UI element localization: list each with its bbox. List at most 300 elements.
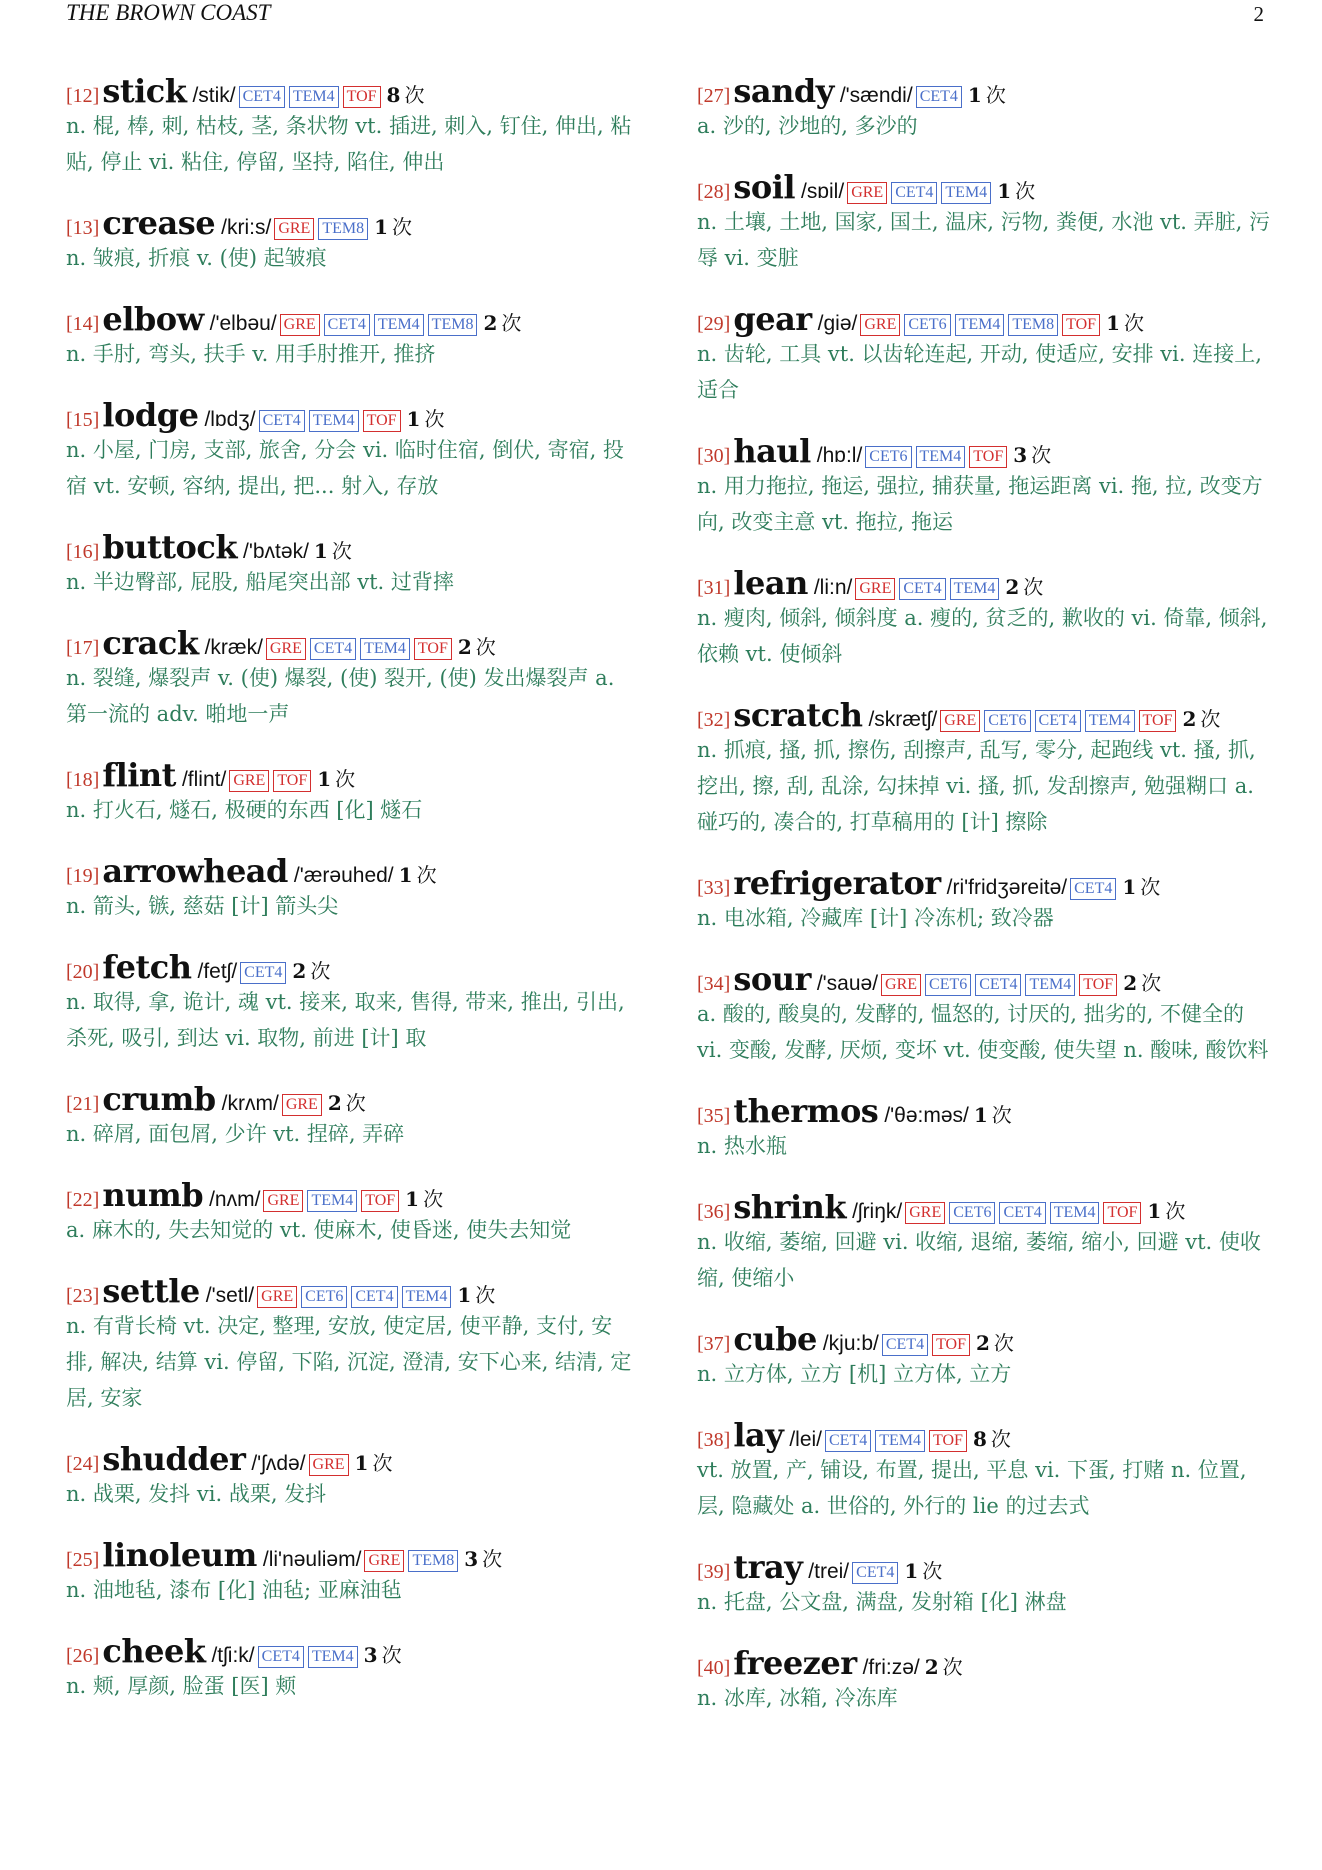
exam-tag: CET6 xyxy=(925,974,971,996)
headword: lay xyxy=(733,1416,784,1454)
headword: settle xyxy=(102,1272,200,1310)
definition: n. 瘦肉, 倾斜, 倾斜度 a. 瘦的, 贫乏的, 歉收的 vi. 倚靠, 倾斜, 依赖 vt. 使倾斜 xyxy=(697,606,1268,666)
phonetic: /'ærəuhed/ xyxy=(293,864,394,887)
definition: n. 箭头, 镞, 慈菇 [计] 箭头尖 xyxy=(66,894,339,918)
count-number: 1 xyxy=(457,1283,472,1307)
vocab-entry xyxy=(66,852,636,924)
headword: arrowhead xyxy=(102,852,288,890)
entry-index: [34] xyxy=(697,973,731,995)
vocab-entry xyxy=(697,1188,1272,1296)
count-number: 2 xyxy=(457,635,472,659)
entry-headline xyxy=(697,72,1272,110)
entry-index: [17] xyxy=(66,637,100,659)
count-unit: 次 xyxy=(501,311,522,335)
exam-tags xyxy=(280,315,482,337)
phonetic: /'θə:məs/ xyxy=(884,1104,969,1127)
entry-headline xyxy=(697,696,1272,734)
vocab-entry xyxy=(66,396,636,504)
entry-headline xyxy=(697,864,1272,902)
entry-headline xyxy=(66,756,636,794)
count-number: 1 xyxy=(1147,1199,1162,1223)
exam-tag: CET6 xyxy=(984,710,1030,732)
exam-tags xyxy=(1070,879,1120,901)
occurrence-count xyxy=(1005,571,1043,600)
exam-tag: TOF xyxy=(1079,974,1117,996)
exam-tags xyxy=(364,1551,462,1573)
exam-tag: CET4 xyxy=(324,314,370,336)
count-unit: 次 xyxy=(1165,1199,1186,1223)
definition: n. 土壤, 土地, 国家, 国土, 温床, 污物, 粪便, 水池 vt. 弄脏, 污辱 vi. 变脏 xyxy=(697,210,1271,270)
count-unit: 次 xyxy=(1124,311,1144,335)
count-unit: 次 xyxy=(942,1655,963,1679)
occurrence-count xyxy=(1013,439,1051,468)
exam-tag: TOF xyxy=(273,770,311,792)
count-number: 2 xyxy=(483,311,498,335)
count-number: 2 xyxy=(292,959,307,983)
entry-headline xyxy=(697,1644,1272,1682)
entry-headline xyxy=(66,300,636,338)
headword: sour xyxy=(733,960,811,998)
count-unit: 次 xyxy=(1200,707,1221,731)
count-unit: 次 xyxy=(1031,443,1052,467)
count-number: 2 xyxy=(1005,575,1020,599)
vocab-entry xyxy=(697,696,1272,840)
exam-tag: CET4 xyxy=(899,578,945,600)
count-number: 2 xyxy=(1123,971,1138,995)
entry-headline xyxy=(66,1632,636,1670)
vocab-entry xyxy=(697,864,1272,936)
count-number: 1 xyxy=(973,1103,988,1127)
occurrence-count xyxy=(405,1183,443,1212)
count-unit: 次 xyxy=(416,863,437,887)
definition: a. 酸的, 酸臭的, 发酵的, 愠怒的, 讨厌的, 拙劣的, 不健全的 vi. 变酸, 发酵, 厌烦, 变坏 vt. 使变酸, 使失望 n. 酸味, 酸饮料 xyxy=(697,1002,1269,1062)
exam-tag: TEM8 xyxy=(318,218,368,240)
definition: n. 手肘, 弯头, 扶手 v. 用手肘推开, 推挤 xyxy=(66,342,436,366)
count-number: 1 xyxy=(374,215,389,239)
occurrence-count xyxy=(464,1543,502,1572)
headword: crease xyxy=(102,204,216,242)
vocab-entry xyxy=(697,1644,1272,1716)
entry-index: [38] xyxy=(697,1429,731,1451)
exam-tag: TOF xyxy=(932,1334,970,1356)
definition: n. 小屋, 门房, 支部, 旅舍, 分会 vi. 临时住宿, 倒伏, 寄宿, 投宿 vt. 安顿, 容纳, 提出, 把... 射入, 存放 xyxy=(66,438,624,498)
exam-tag: GRE xyxy=(229,770,269,792)
headword: refrigerator xyxy=(733,864,941,902)
exam-tags xyxy=(852,1563,902,1585)
exam-tags xyxy=(263,1191,403,1213)
vocab-entry xyxy=(697,960,1272,1068)
headword: linoleum xyxy=(102,1536,257,1574)
occurrence-count xyxy=(1182,703,1220,732)
count-unit: 次 xyxy=(993,1331,1014,1355)
entry-index: [24] xyxy=(66,1453,100,1475)
phonetic: /krʌm/ xyxy=(221,1092,279,1115)
definition: n. 皱痕, 折痕 v. (使) 起皱痕 xyxy=(66,246,327,270)
exam-tags xyxy=(229,771,315,793)
exam-tag: TEM4 xyxy=(1085,710,1135,732)
entry-index: [29] xyxy=(697,313,731,335)
entry-index: [31] xyxy=(697,577,731,599)
phonetic: /nʌm/ xyxy=(209,1188,261,1211)
phonetic: /li:n/ xyxy=(813,576,853,599)
count-number: 3 xyxy=(1013,443,1028,467)
headword: buttock xyxy=(102,528,238,566)
entry-index: [26] xyxy=(66,1645,100,1667)
entry-index: [32] xyxy=(697,709,731,731)
exam-tag: CET4 xyxy=(259,410,305,432)
occurrence-count xyxy=(1147,1195,1185,1224)
entry-index: [36] xyxy=(697,1201,731,1223)
count-number: 1 xyxy=(967,83,982,107)
entry-headline xyxy=(66,528,636,566)
entry-index: [27] xyxy=(697,85,731,107)
count-unit: 次 xyxy=(985,83,1006,107)
phonetic: /ri'fridʒəreitə/ xyxy=(946,876,1068,899)
vocab-entry xyxy=(697,1092,1272,1164)
occurrence-count xyxy=(1123,967,1161,996)
exam-tag: TOF xyxy=(414,638,452,660)
entry-index: [13] xyxy=(66,217,100,239)
exam-tags xyxy=(258,1647,362,1669)
headword: flint xyxy=(102,756,176,794)
exam-tags xyxy=(274,219,372,241)
occurrence-count xyxy=(374,211,412,240)
entry-index: [22] xyxy=(66,1189,100,1211)
entry-headline xyxy=(66,204,636,242)
vocab-entry xyxy=(66,204,636,276)
exam-tag: GRE xyxy=(881,974,921,996)
exam-tags xyxy=(259,411,405,433)
phonetic: /hɒ:l/ xyxy=(816,444,863,467)
definition: n. 收缩, 萎缩, 回避 vi. 收缩, 退缩, 萎缩, 缩小, 回避 vt. 使收缩, 使缩小 xyxy=(697,1230,1261,1290)
exam-tag: TOF xyxy=(969,446,1007,468)
exam-tag: CET4 xyxy=(258,1646,304,1668)
exam-tag: CET4 xyxy=(891,182,937,204)
exam-tag: TOF xyxy=(343,86,381,108)
exam-tag: TOF xyxy=(363,410,401,432)
entry-index: [21] xyxy=(66,1093,100,1115)
count-unit: 次 xyxy=(424,407,445,431)
left-column xyxy=(66,72,636,1704)
headword: shrink xyxy=(733,1188,847,1226)
page-number: 2 xyxy=(1253,2,1264,26)
vocab-entry xyxy=(697,168,1272,276)
definition: a. 沙的, 沙地的, 多沙的 xyxy=(697,114,918,138)
count-unit: 次 xyxy=(335,767,356,791)
entry-index: [30] xyxy=(697,445,731,467)
phonetic: /fetʃ/ xyxy=(197,960,238,983)
exam-tags xyxy=(309,1455,353,1477)
count-unit: 次 xyxy=(990,1427,1011,1451)
vocab-entry xyxy=(697,432,1272,540)
exam-tags xyxy=(881,975,1121,997)
entry-headline xyxy=(697,432,1272,470)
count-number: 1 xyxy=(405,1187,420,1211)
count-number: 1 xyxy=(354,1451,369,1475)
count-number: 1 xyxy=(406,407,421,431)
occurrence-count xyxy=(364,1639,402,1668)
vocab-entry xyxy=(697,1416,1272,1524)
vocab-entry xyxy=(66,756,636,828)
exam-tag: CET4 xyxy=(1070,878,1116,900)
definition: n. 热水瓶 xyxy=(697,1134,787,1158)
occurrence-count xyxy=(458,631,496,660)
phonetic: /sɒil/ xyxy=(801,180,845,203)
definition: n. 战栗, 发抖 vi. 战栗, 发抖 xyxy=(66,1482,327,1506)
phonetic: /skrætʃ/ xyxy=(868,708,938,731)
headword: crumb xyxy=(102,1080,216,1118)
definition: n. 取得, 拿, 诡计, 魂 vt. 接来, 取来, 售得, 带来, 推出, 引出, 杀死, 吸引, 到达 vi. 取物, 前进 [计] 取 xyxy=(66,990,625,1050)
count-unit: 次 xyxy=(482,1547,503,1571)
count-unit: 次 xyxy=(331,539,352,563)
headword: freezer xyxy=(733,1644,857,1682)
occurrence-count xyxy=(317,763,355,792)
phonetic: /ʃriŋk/ xyxy=(852,1200,903,1223)
exam-tag: TEM4 xyxy=(360,638,410,660)
count-number: 1 xyxy=(398,863,413,887)
definition: n. 颊, 厚颜, 脸蛋 [医] 颊 xyxy=(66,1674,297,1698)
exam-tags xyxy=(239,87,385,109)
exam-tag: CET4 xyxy=(975,974,1021,996)
entry-headline xyxy=(66,72,636,110)
headword: scratch xyxy=(733,696,863,734)
exam-tag: CET6 xyxy=(949,1202,995,1224)
phonetic: /stik/ xyxy=(192,84,236,107)
headword: thermos xyxy=(733,1092,879,1130)
phonetic: /lei/ xyxy=(789,1428,822,1451)
occurrence-count xyxy=(328,1087,366,1116)
exam-tags xyxy=(882,1335,974,1357)
entry-index: [20] xyxy=(66,961,100,983)
exam-tag: TEM4 xyxy=(374,314,424,336)
headword: soil xyxy=(733,168,795,206)
phonetic: /'setl/ xyxy=(205,1284,255,1307)
count-number: 1 xyxy=(997,179,1012,203)
count-unit: 次 xyxy=(922,1559,943,1583)
occurrence-count xyxy=(976,1327,1014,1356)
vocab-entry xyxy=(66,1080,636,1152)
exam-tag: TEM4 xyxy=(402,1286,452,1308)
exam-tag: CET4 xyxy=(310,638,356,660)
vocab-entry xyxy=(66,1632,636,1704)
count-number: 8 xyxy=(972,1427,987,1451)
exam-tags xyxy=(847,183,995,205)
vocab-entry xyxy=(697,1548,1272,1620)
entry-headline xyxy=(66,1536,636,1574)
count-unit: 次 xyxy=(392,215,413,239)
occurrence-count xyxy=(925,1651,963,1680)
exam-tags xyxy=(865,447,1011,469)
phonetic: /'ʃʌdə/ xyxy=(251,1452,306,1475)
phonetic: /giə/ xyxy=(817,312,858,335)
count-unit: 次 xyxy=(310,959,331,983)
entry-headline xyxy=(66,852,636,890)
exam-tag: GRE xyxy=(274,218,314,240)
phonetic: /'sauə/ xyxy=(816,972,879,995)
definition: n. 抓痕, 搔, 抓, 擦伤, 刮擦声, 乱写, 零分, 起跑线 vt. 搔, 抓, 挖出, 擦, 刮, 乱涂, 勾抹掉 vi. 搔, 抓, 发刮擦声, 勉强糊口 a. 碰巧的, 凑合的, 打草稿用的 [计] 擦除 xyxy=(697,738,1256,834)
exam-tag: TOF xyxy=(929,1430,967,1452)
exam-tag: GRE xyxy=(280,314,320,336)
definition: n. 有背长椅 vt. 决定, 整理, 安放, 使定居, 使平静, 支付, 安排, 解决, 结算 vi. 停留, 下陷, 沉淀, 澄清, 安下心来, 结清, 定居, 安家 xyxy=(66,1314,632,1410)
count-number: 3 xyxy=(464,1547,479,1571)
exam-tag: TEM4 xyxy=(289,86,339,108)
exam-tag: CET4 xyxy=(999,1202,1045,1224)
phonetic: /trei/ xyxy=(808,1560,850,1583)
occurrence-count xyxy=(973,1423,1011,1452)
entry-index: [15] xyxy=(66,409,100,431)
entry-index: [35] xyxy=(697,1105,731,1127)
vocab-entry xyxy=(66,1176,636,1248)
definition: n. 用力拖拉, 拖运, 强拉, 捕获量, 拖运距离 vi. 拖, 拉, 改变方向, 改变主意 vt. 拖拉, 拖运 xyxy=(697,474,1263,534)
headword: stick xyxy=(102,72,187,110)
definition: n. 裂缝, 爆裂声 v. (使) 爆裂, (使) 裂开, (使) 发出爆裂声 a. 第一流的 adv. 啪地一声 xyxy=(66,666,615,726)
entry-index: [33] xyxy=(697,877,731,899)
definition: n. 油地毡, 漆布 [化] 油毡; 亚麻油毡 xyxy=(66,1578,402,1602)
count-number: 2 xyxy=(976,1331,990,1355)
entry-headline xyxy=(66,948,636,986)
occurrence-count xyxy=(997,175,1035,204)
vocab-entry xyxy=(697,300,1272,408)
exam-tag: TEM4 xyxy=(1025,974,1075,996)
occurrence-count xyxy=(314,535,352,564)
entry-headline xyxy=(697,300,1272,338)
entry-index: [16] xyxy=(66,541,100,563)
exam-tag: TEM4 xyxy=(955,314,1005,336)
vocab-entry xyxy=(66,624,636,732)
exam-tag: CET4 xyxy=(351,1286,397,1308)
count-number: 1 xyxy=(904,1559,919,1583)
headword: gear xyxy=(733,300,812,338)
phonetic: /'bʌtək/ xyxy=(243,540,309,563)
count-number: 1 xyxy=(1106,311,1120,335)
exam-tags xyxy=(905,1203,1145,1225)
headword: numb xyxy=(102,1176,204,1214)
entry-index: [39] xyxy=(697,1561,731,1583)
phonetic: /kræk/ xyxy=(204,636,263,659)
exam-tag: CET4 xyxy=(239,86,285,108)
definition: n. 齿轮, 工具 vt. 以齿轮连起, 开动, 使适应, 安排 vi. 连接上, 适合 xyxy=(697,342,1262,402)
entry-index: [19] xyxy=(66,865,100,887)
exam-tag: TOF xyxy=(361,1190,399,1212)
exam-tag: GRE xyxy=(282,1094,322,1116)
count-unit: 次 xyxy=(1141,971,1162,995)
exam-tag: GRE xyxy=(905,1202,945,1224)
entry-headline xyxy=(66,1080,636,1118)
exam-tag: TEM8 xyxy=(408,1550,458,1572)
definition: a. 麻木的, 失去知觉的 vt. 使麻木, 使昏迷, 使失去知觉 xyxy=(66,1218,572,1242)
definition: n. 冰库, 冰箱, 冷冻库 xyxy=(697,1686,898,1710)
definition: n. 碎屑, 面包屑, 少许 vt. 捏碎, 弄碎 xyxy=(66,1122,405,1146)
count-unit: 次 xyxy=(475,1283,496,1307)
count-unit: 次 xyxy=(1140,875,1161,899)
occurrence-count xyxy=(399,859,437,888)
phonetic: /lɒdʒ/ xyxy=(204,408,256,431)
headword: lean xyxy=(733,564,808,602)
occurrence-count xyxy=(974,1099,1012,1128)
exam-tag: TOF xyxy=(1062,314,1100,336)
occurrence-count xyxy=(387,79,425,108)
exam-tags xyxy=(240,963,290,985)
exam-tag: GRE xyxy=(940,710,980,732)
exam-tag: GRE xyxy=(263,1190,303,1212)
exam-tags xyxy=(257,1287,455,1309)
occurrence-count xyxy=(904,1555,942,1584)
entry-headline xyxy=(697,1548,1272,1586)
exam-tags xyxy=(860,315,1104,337)
exam-tag: CET4 xyxy=(825,1430,871,1452)
entry-index: [37] xyxy=(697,1333,731,1355)
count-number: 2 xyxy=(1182,707,1197,731)
definition: vt. 放置, 产, 铺设, 布置, 提出, 平息 vi. 下蛋, 打赌 n. 位置, 层, 隐藏处 a. 世俗的, 外行的 lie 的过去式 xyxy=(697,1458,1247,1518)
entry-index: [23] xyxy=(66,1285,100,1307)
exam-tags xyxy=(282,1095,326,1117)
vocab-entry xyxy=(66,1272,636,1416)
definition: n. 打火石, 燧石, 极硬的东西 [化] 燧石 xyxy=(66,798,423,822)
count-number: 8 xyxy=(386,83,401,107)
phonetic: /'sændi/ xyxy=(839,84,913,107)
definition: n. 棍, 棒, 刺, 枯枝, 茎, 条状物 vt. 插进, 刺入, 钉住, 伸出, 粘贴, 停止 vi. 粘住, 停留, 坚持, 陷住, 伸出 xyxy=(66,114,632,174)
exam-tag: CET4 xyxy=(1035,710,1081,732)
entry-index: [28] xyxy=(697,181,731,203)
vocab-entry xyxy=(66,1536,636,1608)
definition: n. 托盘, 公文盘, 满盘, 发射箱 [化] 淋盘 xyxy=(697,1590,1067,1614)
headword: lodge xyxy=(102,396,199,434)
count-unit: 次 xyxy=(423,1187,444,1211)
exam-tags xyxy=(266,639,456,661)
exam-tag: GRE xyxy=(266,638,306,660)
exam-tag: CET4 xyxy=(916,86,962,108)
occurrence-count xyxy=(457,1279,495,1308)
exam-tag: TEM4 xyxy=(875,1430,925,1452)
right-column xyxy=(697,72,1272,1716)
vocab-entry xyxy=(66,948,636,1056)
phonetic: /flint/ xyxy=(181,768,227,791)
count-unit: 次 xyxy=(1015,179,1036,203)
exam-tag: GRE xyxy=(257,1286,297,1308)
exam-tag: GRE xyxy=(855,578,895,600)
vocab-entry xyxy=(697,564,1272,672)
count-number: 1 xyxy=(317,767,332,791)
count-number: 1 xyxy=(313,539,328,563)
vocab-entry xyxy=(66,528,636,600)
exam-tag: GRE xyxy=(364,1550,404,1572)
entry-index: [12] xyxy=(66,85,100,107)
phonetic: /kju:b/ xyxy=(822,1332,879,1355)
headword: crack xyxy=(102,624,199,662)
phonetic: /tʃi:k/ xyxy=(211,1644,255,1667)
count-number: 3 xyxy=(363,1643,378,1667)
count-number: 2 xyxy=(924,1655,939,1679)
exam-tag: TEM4 xyxy=(950,578,1000,600)
headword: tray xyxy=(733,1548,803,1586)
occurrence-count xyxy=(483,307,521,336)
exam-tag: TOF xyxy=(1103,1202,1141,1224)
exam-tag: CET4 xyxy=(240,962,286,984)
entry-index: [18] xyxy=(66,769,100,791)
headword: fetch xyxy=(102,948,192,986)
occurrence-count xyxy=(407,403,445,432)
vocab-entry xyxy=(697,1320,1272,1392)
headword: haul xyxy=(733,432,811,470)
occurrence-count xyxy=(1106,307,1144,336)
phonetic: /li'nəuliəm/ xyxy=(262,1548,362,1571)
headword: cheek xyxy=(102,1632,206,1670)
entry-index: [40] xyxy=(697,1657,731,1679)
count-number: 2 xyxy=(327,1091,342,1115)
exam-tag: TEM8 xyxy=(1008,314,1058,336)
count-unit: 次 xyxy=(381,1643,402,1667)
vocab-entry xyxy=(66,1440,636,1512)
